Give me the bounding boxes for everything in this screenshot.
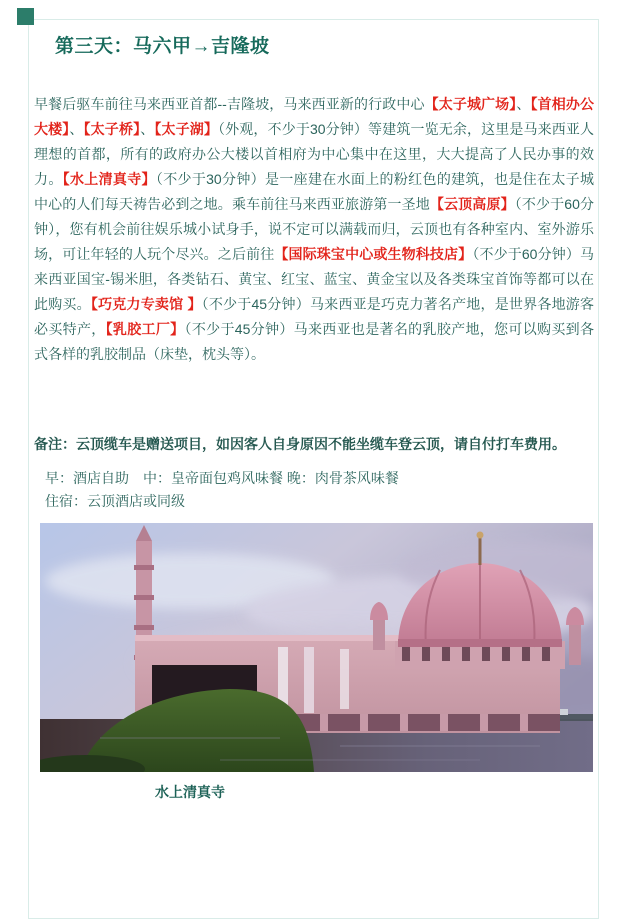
meals-line: 早：酒店自助 中：皇帝面包鸡风味餐 晚：肉骨茶风味餐 — [45, 470, 399, 486]
paragraph-text: （不少于60分钟）马来西亚国宝-锡米胆，各类钻石、黄宝、红宝、蓝宝、黄金宝以及各类珠宝首饰等都可以在此购买。 — [34, 246, 595, 312]
highlight-attraction: 【水上清真寺】 — [62, 171, 156, 187]
highlight-attraction: 【太子城广场】 — [424, 96, 517, 112]
paragraph-text: （不少于30分钟）是一座建在水面上的粉红色的建筑，也是住在太子城中心的人们每天祷告必到之地。乘车前往马来西亚旅游第一圣地 — [34, 171, 595, 212]
highlight-attraction: 【国际珠宝中心或生物科技店】 — [274, 246, 473, 262]
highlight-attraction: 【太子桥】 — [83, 121, 141, 137]
paragraph-text: 早餐后驱车前往马来西亚首都--吉隆坡，马来西亚新的行政中心 — [34, 96, 425, 112]
paragraph-text: 、 — [140, 121, 155, 137]
highlight-attraction: 【太子湖】 — [154, 121, 219, 137]
paragraph-text: （外观，不少于30分钟）等建筑一览无余，这里是马来西亚人理想的首都，所有的政府办公大楼以首相府为中心集中在这里，大大提高了人民办事的效力。 — [34, 121, 595, 187]
lodging-line: 住宿：云顶酒店或同级 — [45, 493, 185, 509]
note-paragraph: 备注：云顶缆车是赠送项目，如因客人自身原因不能坐缆车登云顶，请自付打车费用。 — [34, 436, 566, 452]
paragraph-text: （不少于45分钟）马来西亚是巧克力著名产地，是世界各地游客必买特产， — [34, 296, 595, 337]
itinerary-paragraph — [34, 92, 594, 367]
highlight-attraction: 【首相办公大楼】 — [34, 96, 595, 137]
corner-accent-square — [17, 8, 34, 25]
paragraph-text: 、 — [69, 121, 84, 137]
paragraph-text: （不少于60分钟），您有机会前往娱乐城小试身手，说不定可以满载而归，云顶也有各种室内、室外游乐场，可让年轻的人玩个尽兴。之后前往 — [34, 196, 595, 262]
day-title: 第三天：马六甲→吉隆坡 — [55, 36, 270, 57]
highlight-attraction: 【巧克力专卖馆 】 — [90, 296, 202, 312]
highlight-attraction: 【云顶高原】 — [429, 196, 515, 212]
paragraph-text: （不少于45分钟）马来西亚也是著名的乳胶产地，您可以购买到各式各样的乳胶制品（床垫，枕头等）。 — [34, 321, 595, 362]
mosque-photo — [40, 523, 593, 772]
paragraph-text: 、 — [516, 96, 531, 112]
highlight-attraction: 【乳胶工厂】 — [105, 321, 185, 337]
photo-caption: 水上清真寺 — [155, 784, 225, 800]
mosque-photo-illustration — [40, 523, 593, 772]
